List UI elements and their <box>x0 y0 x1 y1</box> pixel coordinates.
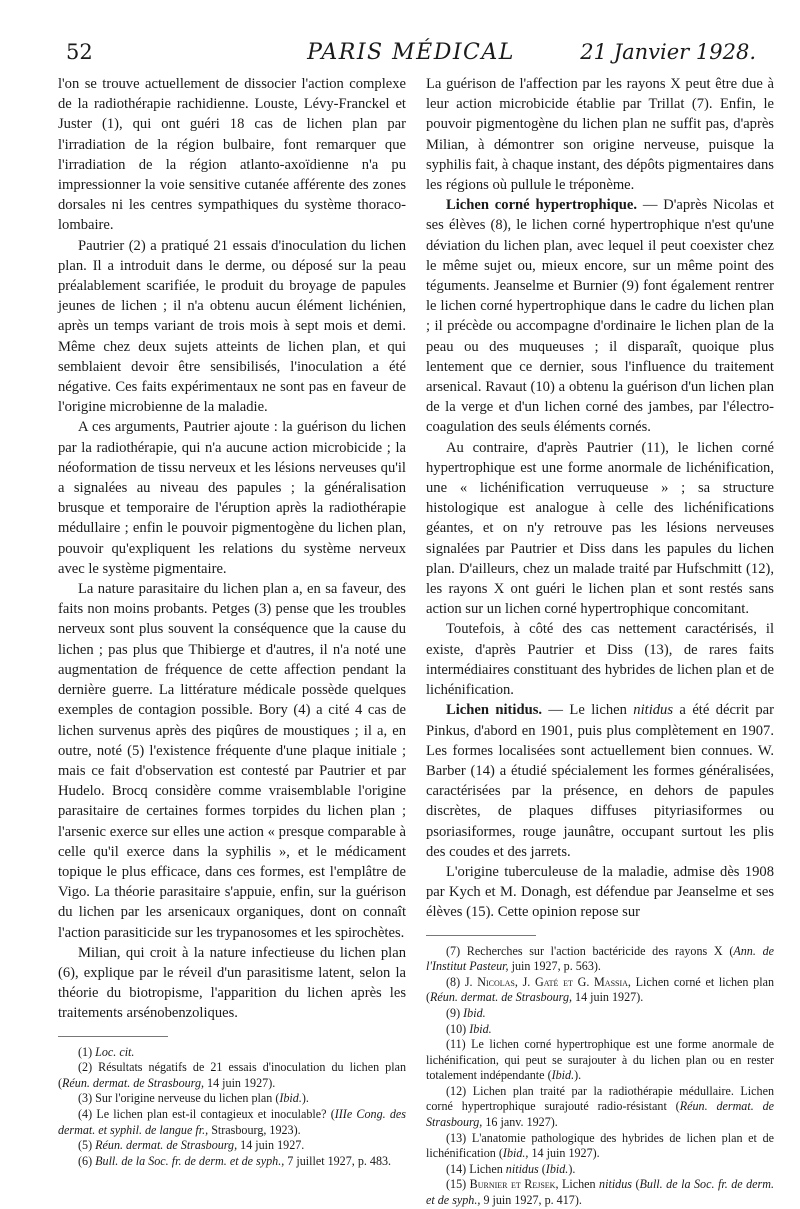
footnote: (3) Sur l'origine nerveuse du lichen plan (Ibid.). <box>78 1091 309 1106</box>
paragraph: Toutefois, à côté des cas nettement caractérisés, il existe, d'après Pautrier et Diss (13), de rares faits intermédiaires constituant des hybrides de lichen plan et de lichénification. <box>426 621 774 699</box>
journal-title: PARIS MÉDICAL <box>307 40 515 65</box>
paragraph: Milian, qui croit à la nature infectieuse du lichen plan (6), explique par le réveil d'un parasitisme latent, selon la théorie du biotropisme, l'apparition du lichen après les traitements arsénobenzoliques. <box>58 944 406 1022</box>
footnote: (7) Recherches sur l'action bactéricide des rayons X (Ann. de l'Institut Pasteur, juin 1927, p. 563). <box>426 943 774 974</box>
section-heading: Lichen corné hypertrophique. <box>446 197 637 214</box>
right-column <box>426 74 774 1209</box>
paragraph: La nature parasitaire du lichen plan a, en sa faveur, des faits non moins probants. Petges (3) pense que les troubles nerveux sont plus souvent la conséquence que la cause du lichen ; pas plus que Thibierge et d'autres, il n'a noté une augmentation de fréquence de cette affection pendant la dernière guerre. La littérature médicale possède quelques exemples de contagion possible. Bory (4) a cité 4 cas de lichen survenus après des piqûres de moustiques ; il a, en outre, noté (5) l'existence fréquente d'une plaque initiale ; mais ce fait d'observation est contesté par Pautrier et par Hudelo. Brocq considère comme vraisemblable l'origine parasitaire de certaines formes torpides du lichen plan ; l'arsenic exerce sur elles une action « presque comparable à celle qu'il exerce dans la syphilis », et le médicament topique le plus efficace, dans ces formes, est l'emplâtre de Vigo. La théorie parasitaire s'appuie, enfin, sur la guérison du lichen par les arsenicaux organiques, dont on connaît l'action parasiticide sur les trypanosomes et les spirochètes. <box>58 581 406 941</box>
footnote: (13) L'anatomie pathologique des hybrides de lichen plan et de lichénification (Ibid., 14 juin 1927). <box>426 1130 774 1161</box>
paragraph: l'on se trouve actuellement de dissocier l'action complexe de la radiothérapie rachidienne. Louste, Lévy-Franckel et Juster (1), qui ont guéri 18 cas de lichen plan par l'irradiation de la région bulbaire, font remarquer que l'irradiation de la région atlanto-axoïdienne n'a pu impressionner la voie sensitive cutanée afférente des zones dorsales ni les centres sympathiques du système thoraco-lombaire. <box>58 76 406 234</box>
paragraph: La guérison de l'affection par les rayons X peut être due à leur action microbicide établie par Trillat (7). Enfin, le pouvoir pigmentogène du lichen plan ne suffit pas, d'après Milian, à démontrer son origine nerveuse, puisque la syphilis fait, à chaque instant, des dépôts pigmentaires dans les régions où pullule le tréponème. <box>426 76 774 194</box>
footnote: (12) Lichen plan traité par la radiothérapie médullaire. Lichen corné hypertrophique surajouté radio-résistant (Réun. dermat. de Strasbourg, 16 janv. 1927). <box>426 1083 774 1130</box>
paragraph: Pautrier (2) a pratiqué 21 essais d'inoculation du lichen plan. Il a introduit dans le derme, ou déposé sur la peau préalablement scarifiée, le produit du broyage de papules jeunes de lichen ; il n'a obtenu aucun élément lichénien, après un temps variant de trois mois à sept mois et demi. Même chez deux sujets atteints de lichen plan, et qui semblaient devoir être sensibilisés, l'inoculation a été négative. Ces faits expérimentaux ne sont pas en faveur de l'origine microbienne de la maladie. <box>58 237 406 416</box>
page-header <box>66 40 756 70</box>
paragraph: L'origine tuberculeuse de la maladie, admise dès 1908 par Kych et M. Donagh, est défendue par Jeanselme et ses élèves (15). Cette opinion repose sur <box>426 863 774 921</box>
footnote: (2) Résultats négatifs de 21 essais d'inoculation du lichen plan (Réun. dermat. de Strasbourg, 14 juin 1927). <box>58 1060 407 1090</box>
paragraph: A ces arguments, Pautrier ajoute : la guérison du lichen par la radiothérapie, qui n'a aucune action microbicide ; la néoformation de tissu nerveux et les lésions nerveuses qu'il a signalées au niveau des papules ; la généralisation brusque et temporaire de l'éruption après la radiothérapie médullaire ; enfin le pouvoir pigmentogène du lichen plan, pouvoir qu'expliquent les relations du système nerveux avec le système pigmentaire. <box>58 419 406 577</box>
footnote: (10) Ibid. <box>446 1021 492 1036</box>
footnote-divider <box>58 1036 168 1037</box>
paragraph: Lichen corné hypertrophique. — D'après Nicolas et ses élèves (8), le lichen corné hypertrophique n'est qu'une déviation du lichen plan, avec lequel il peut coexister chez le même sujet ou, mieux encore, sur un même point des téguments. Jeanselme et Burnier (9) font également rentrer le lichen corné hypertrophique dans le cadre du lichen plan ; il précède ou accompagne d'ordinaire le lichen plan de la peau ou des muqueuses ; il disparaît, quoique plus lentement que ce dernier, sous l'influence du traitement arsenical. Ravaut (10) a obtenu la guérison d'un lichen plan de la verge et d'un lichen corné des jambes, par l'électro-coagulation des seuls éléments cornés. <box>426 197 774 436</box>
footnote: (1) Loc. cit. <box>78 1044 135 1059</box>
footnote-divider <box>426 935 536 936</box>
page-number: 52 <box>66 40 93 64</box>
footnote: (6) Bull. de la Soc. fr. de derm. et de syph., 7 juillet 1927, p. 483. <box>78 1153 392 1168</box>
section-heading: Lichen nitidus. <box>446 702 543 719</box>
footnote: (15) Burnier et Rejsek, Lichen nitidus (Bull. de la Soc. fr. de derm. et de syph., 9 juin 1927, p. 417). <box>426 1177 774 1208</box>
issue-date: 21 Janvier 1928. <box>580 40 756 64</box>
paragraph: Au contraire, d'après Pautrier (11), le lichen corné hypertrophique est une forme anormale de lichénification, une « lichénification verruqueuse » ; sa structure histologique est analogue à celle des lichénifications géantes, et on n'y retrouve pas les lésions nerveuses signalées par Pautrier et Diss dans les papules du lichen plan. D'ailleurs, chez un malade traité par Hufschmitt (12), les rayons X ont guéri le lichen plan et sont restés sans action sur un lichen corné hypertrophique concomitant. <box>426 439 774 618</box>
footnote: (5) Réun. dermat. de Strasbourg, 14 juin 1927. <box>78 1138 305 1153</box>
footnote: (11) Le lichen corné hypertrophique est une forme anormale de lichénification, qui peut se surajouter à du lichen plan ou en rester totalement indépendante (Ibid.). <box>426 1037 774 1083</box>
footnote: (8) J. Nicolas, J. Gaté et G. Massia, Lichen corné et lichen plan (Réun. dermat. de Strasbourg, 14 juin 1927). <box>426 974 774 1005</box>
footnote: (4) Le lichen plan est-il contagieux et inoculable? (IIIe Cong. des dermat. et syphil. de langue fr., Strasbourg, 1923). <box>58 1106 406 1137</box>
footnote: (14) Lichen nitidus (Ibid.). <box>446 1161 576 1176</box>
footnote: (9) Ibid. <box>446 1005 486 1020</box>
left-column <box>58 74 406 1169</box>
paragraph: Lichen nitidus. — Le lichen nitidus a été décrit par Pinkus, d'abord en 1901, puis plus complètement en 1907. Les formes localisées sont actuellement bien connues. W. Barber (14) a étudié spécialement les formes généralisées, caractérisées par la présence, en dehors de papules discrètes, de plaques diffuses pityriasiformes ou psoriasiformes, rouge jaunâtre, occupant surtout les plis des coudes et des jarrets. <box>426 702 774 860</box>
